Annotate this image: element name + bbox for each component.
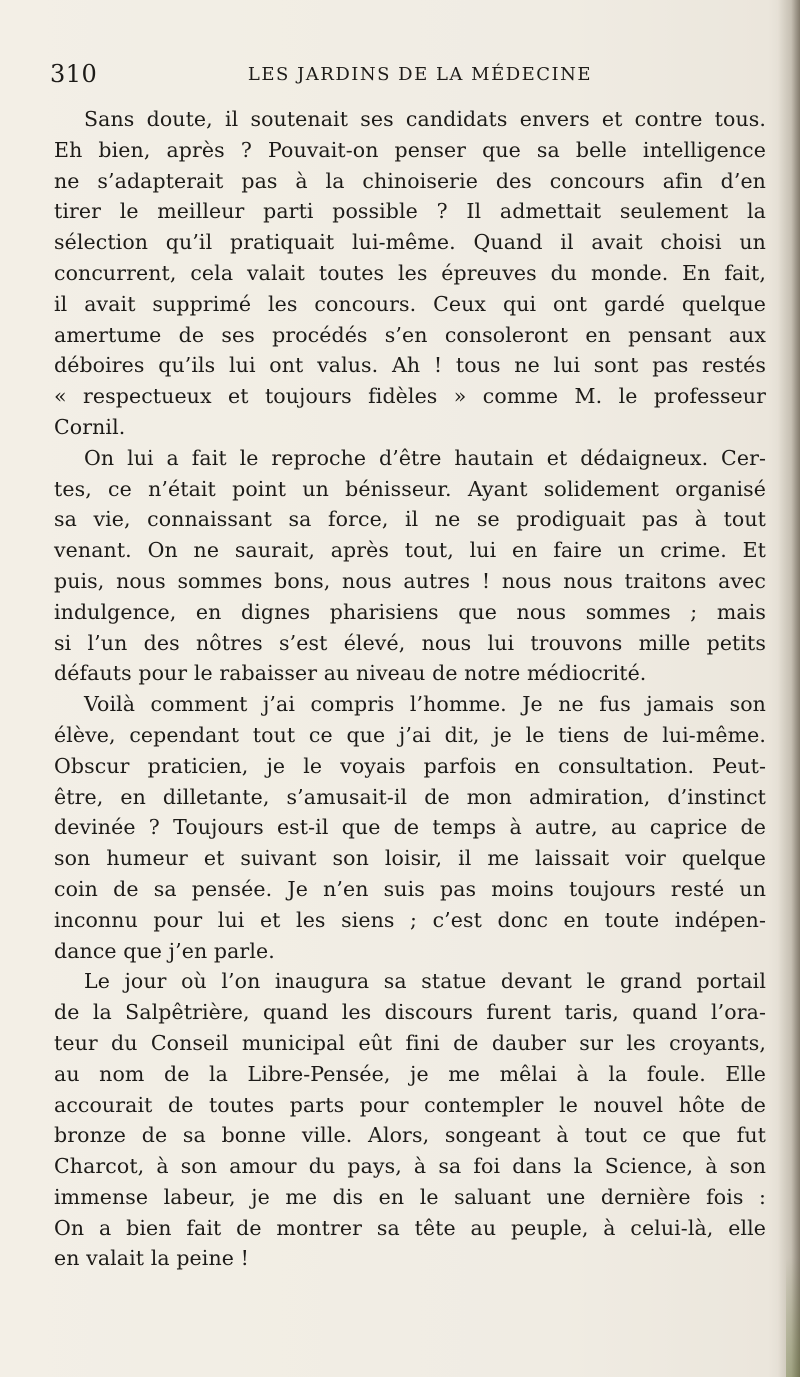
text-line: Le jour où l’on inaugura sa statue devant le grand portail xyxy=(84,969,766,994)
text-line: sélection qu’il pratiquait lui-même. Quand il avait choisi un xyxy=(54,230,766,255)
text-line: Obscur praticien, je le voyais parfois en consultation. Peut- xyxy=(54,753,766,778)
text-line: si l’un des nôtres s’est élevé, nous lui trouvons mille petits xyxy=(54,630,766,655)
text-line: Cornil. xyxy=(54,414,126,439)
text-line: son humeur et suivant son loisir, il me laissait voir quelque xyxy=(54,846,766,871)
text-line: sa vie, connaissant sa force, il ne se prodiguait pas à tout xyxy=(54,507,766,532)
text-line: coin de sa pensée. Je n’en suis pas moins toujours resté un xyxy=(54,876,766,901)
text-line: Charcot, à son amour du pays, à sa foi dans la Science, à son xyxy=(54,1154,766,1179)
text-line: de la Salpêtrière, quand les discours furent taris, quand l’ora- xyxy=(54,1000,766,1025)
text-line: accourait de toutes parts pour contempler le nouvel hôte de xyxy=(54,1092,766,1117)
text-line: déboires qu’ils lui ont valus. Ah ! tous ne lui sont pas restés xyxy=(54,353,766,378)
text-line: teur du Conseil municipal eût fini de dauber sur les croyants, xyxy=(54,1030,766,1055)
page-edge-shadow xyxy=(778,0,800,1377)
text-line: concurrent, cela valait toutes les épreuves du monde. En fait, xyxy=(54,260,766,285)
text-line: être, en dilletante, s’amusait-il de mon admiration, d’instinct xyxy=(54,784,766,809)
running-title: LES JARDINS DE LA MÉDECINE xyxy=(247,64,593,85)
text-line: défauts pour le rabaisser au niveau de notre médiocrité. xyxy=(54,661,647,686)
text-line: tes, ce n’était point un bénisseur. Ayant solidement organisé xyxy=(54,476,766,501)
text-line: On lui a fait le reproche d’être hautain et dédaigneux. Cer- xyxy=(84,445,766,470)
text-line: venant. On ne saurait, après tout, lui en faire un crime. Et xyxy=(54,538,766,563)
text-line: en valait la peine ! xyxy=(54,1246,249,1271)
text-line: élève, cependant tout ce que j’ai dit, je le tiens de lui-même. xyxy=(54,722,766,747)
text-line: il avait supprimé les concours. Ceux qui ont gardé quelque xyxy=(54,291,766,316)
text-line: indulgence, en dignes pharisiens que nous sommes ; mais xyxy=(54,599,766,624)
text-line: On a bien fait de montrer sa tête au peuple, à celui-là, elle xyxy=(54,1215,766,1240)
text-line: au nom de la Libre-Pensée, je me mêlai à la foule. Elle xyxy=(54,1061,766,1086)
text-line: ne s’adapterait pas à la chinoiserie des concours afin d’en xyxy=(54,168,766,193)
page-number: 310 xyxy=(50,60,98,88)
text-line: Eh bien, après ? Pouvait-on penser que sa belle intelligence xyxy=(54,137,766,162)
text-line: amertume de ses procédés s’en consoleront en pensant aux xyxy=(54,322,766,347)
text-line: tirer le meilleur parti possible ? Il admettait seulement la xyxy=(54,199,766,224)
text-line: inconnu pour lui et les siens ; c’est donc en toute indépen- xyxy=(54,907,766,932)
page-edge-stain xyxy=(786,1257,800,1377)
text-line: Sans doute, il soutenait ses candidats envers et contre tous. xyxy=(84,107,766,131)
text-line: « respectueux et toujours fidèles » comme M. le professeur xyxy=(54,384,766,409)
text-line: immense labeur, je me dis en le saluant une dernière fois : xyxy=(54,1184,766,1209)
text-line: devinée ? Toujours est-il que de temps à autre, au caprice de xyxy=(54,815,766,840)
body-text xyxy=(54,104,766,1274)
text-line: Voilà comment j’ai compris l’homme. Je ne fus jamais son xyxy=(84,692,766,717)
running-head xyxy=(50,60,750,94)
text-line: bronze de sa bonne ville. Alors, songeant à tout ce que fut xyxy=(54,1123,766,1148)
text-line: dance que j’en parle. xyxy=(54,938,275,963)
text-line: puis, nous sommes bons, nous autres ! nous nous traitons avec xyxy=(54,568,766,593)
